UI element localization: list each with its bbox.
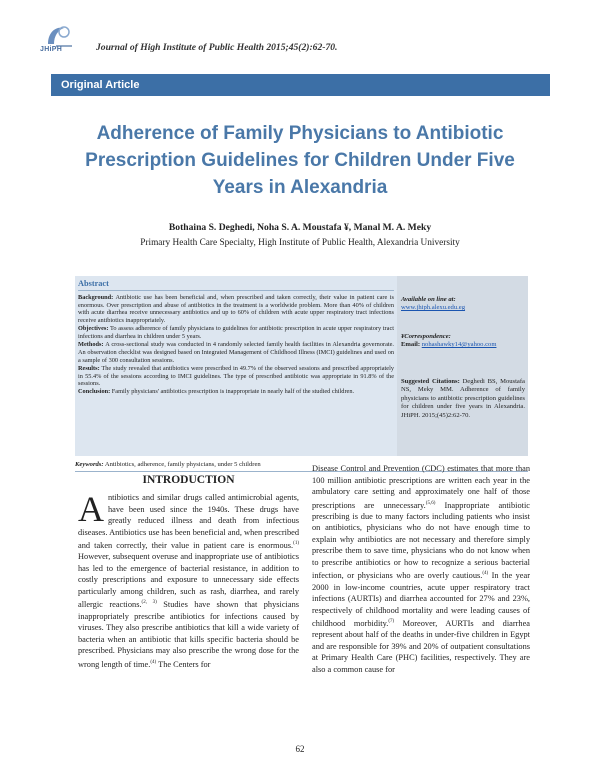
affiliation: Primary Health Care Specialty, High Institute of Public Health, Alexandria University: [140, 238, 460, 248]
authors: Bothaina S. Deghedi, Noha S. A. Moustafa ¥, Manal M. A. Meky: [168, 222, 432, 233]
abstract-heading: Abstract: [78, 279, 109, 288]
logo-text: JHiPH: [40, 46, 63, 53]
abstract-conclusion: Conclusion: Family physicians' antibiotics prescription is inappropriate in nearly half of the studied children.: [78, 388, 355, 396]
journal-citation-header: Journal of High Institute of Public Health 2015;45(2):62-70.: [96, 42, 338, 53]
abstract-divider: [78, 290, 394, 291]
section-heading-introduction: INTRODUCTION: [142, 474, 235, 486]
article-title: Adherence of Family Physicians to Antibiotic Prescription Guidelines for Children Under Five Years in Alexandria: [85, 123, 515, 198]
abstract-methods: Methods: A cross-sectional study was conducted in 4 randomly selected family health facilities in Alexandria governorate. An observation checklist was designed based on Integrated Management of Childhood Illness (IMCI) guidelines and used on a sample of 300 consultation sessions.: [78, 341, 394, 364]
page-number: 62: [295, 744, 305, 754]
abstract-background: Background: Antibiotic use has been beneficial and, when prescribed and taken correctly, their value in patient care is enormous. Over prescription and abuse of antibiotics in the treatment is a worldwide problem. More than 40% of children with acute diarrhea receive unnecessary antibiotics and up to 60% of children with acute upper respiratory tract infections receive antibiotics inappropriately.: [78, 294, 395, 325]
available-online: Available on line at: www.jhiph.alexu.edu.eg: [401, 296, 466, 312]
abstract-body: [78, 294, 394, 397]
drop-cap: A: [78, 489, 104, 529]
suggested-citation: Suggested Citations: Deghedi BS, Moustafa NS, Meky MM. Adherence of family physicians to antibiotic prescription guidelines for children under five years in Alexandria. JHiPH. 2015;(45)2:62-70.: [401, 378, 525, 419]
journal-url-link[interactable]: www.jhiph.alexu.edu.eg: [401, 304, 466, 312]
email-link[interactable]: nohashawky14@yahoo.com: [421, 341, 497, 349]
body-column-right: Disease Control and Prevention (CDC) estimates that more than 100 million antibiotic prescriptions are written each year in the ambulatory care setting and approximately one half of those prescriptions are unnecessary.$^{(5,6)}$ Inappropriate antibiotic prescribing is due to many factors including patients who insist on antibiotics, physicians who do not have enough time to explain why antibiotics are not necessary and therefore simply prescribe them to save time, physicians who do not know when to prescribe antibiotics or how to recognize a serious bacterial infection, or physicians who are overly cautious.$^{(4)}$ In the year 2000 in low-income countries, acute upper respiratory tract infections (AURTIs) and diarrhea accounted for 27% and 23%, respectively of childhood mortality and were leading causes of childhood morbidity.$^{(7)}$ Moreover, AURTIs and diarrhea represent about half of the deaths in under-five children in Egypt and are responsible for 39% and 20% of outpatient consultations at Primary Health Care (PHC) facilities, respectively. They are also a common cause for: [312, 464, 530, 674]
correspondence: ¥Correspondence: Email: nohashawky14@yahoo.com: [401, 333, 497, 349]
abstract-objectives: Objectives: To assess adherence of family physicians to guidelines for antibiotic prescription in acute upper respiratory tract infections and diarrhea in children under 5 years.: [78, 325, 394, 341]
article-type-band: Original Article: [51, 74, 550, 96]
body-column-left: Antibiotics and similar drugs called antimicrobial agents, have been used since the 1940s. These drugs have greatly reduced illness and death from infectious diseases. Antibiotics use has been beneficial and, when prescribed and taken correctly, their value in patient care is enormous.$^{(1)}$ However, subsequent overuse and inappropriate use of antibiotics has led to the emergence of bacterial resistance, in addition to costly prescriptions and exposure to unnecessary side effects particularly among children, such as rash, diarrhea, and rarely allergic reactions.$^{(2, 3)}$ Studies have shown that physicians inappropriately prescribe antibiotics for infections caused by viruses. They also prescribe antibiotics that kill a wide variety of bacteria when an antibiotic that kills specific bacteria should be prescribed. Physicians may also prescribe the wrong dose for the wrong length of time.$^{(4)}$ The Centers for: [78, 489, 299, 669]
keywords: Keywords: Antibiotics, adherence, family physicians, under 5 children: [75, 461, 261, 468]
abstract-results: Results: The study revealed that antibiotics were prescribed in 49.7% of the observed sessions and prescribed appropriately in 55.4% of the sessions according to IMCI guidelines. The type of prescribed antibiotic was appropriate in 91.8% of the sessions.: [78, 364, 394, 388]
